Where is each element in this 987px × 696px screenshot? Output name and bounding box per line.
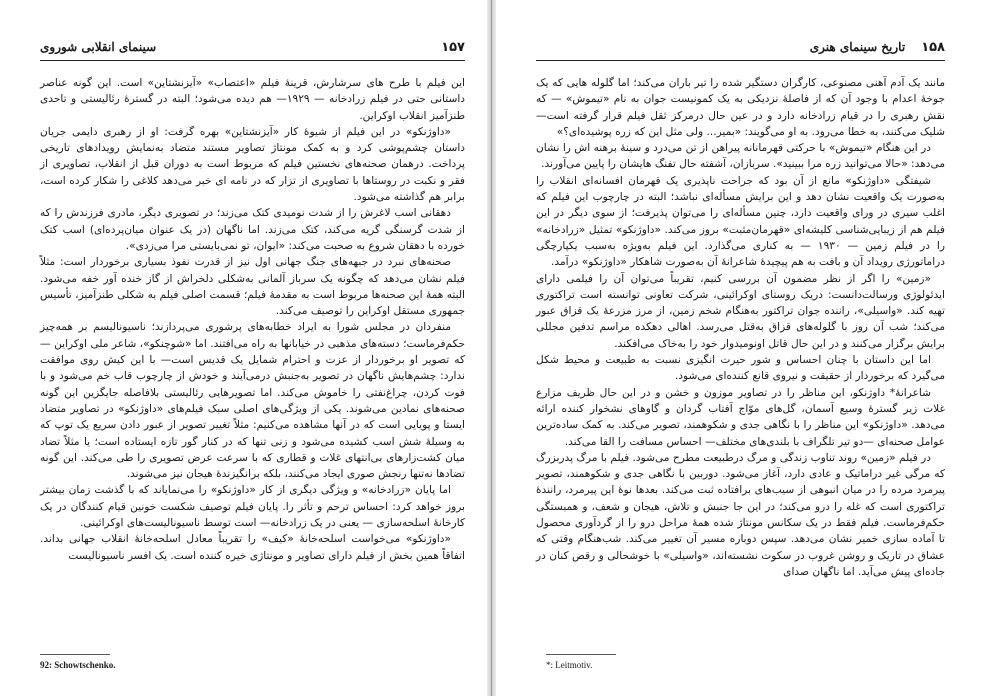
left-running-head bbox=[40, 40, 465, 61]
left-running-title: سینمای انقلابی شوروی bbox=[40, 40, 157, 54]
left-paragraph: دهقانی اسب لاغرش را از شدت نومیدی کتک می‌زند؛ در تصویری دیگر، مادری فرزندش را که از شدت گرسنگی گریه می‌کند، کتک می‌زند. اما ناگهان (در یک عنوان میان‌پرده‌ای) اسب کتک خورده با دهقان شروع به صحبت می‌کند: «ایوان، تو نمی‌بایستی مرا می‌زدی». bbox=[40, 207, 465, 252]
left-body-text bbox=[40, 75, 465, 564]
right-running-head bbox=[536, 40, 945, 61]
gutter-divider bbox=[491, 0, 492, 696]
right-paragraph: «زمین» را اگر از نظر مضمون آن بررسی کنیم، تقریباً می‌توان آن را فیلمی دارای ایدئولوژی ورسالت‌دانست: دریک روستای اوکرائینی، شرکت تعاونی توانسته است تراکتوری تهیه کند. «واسیلی»، راننده جوان تراکتور به‌هنگام شخم زمین، از مرز مزرعهٔ یک قزاق عبور می‌کند؛ شب آن روز با گلوله‌های قزاق به‌قتل می‌رسد. اهالی دهکده مراسم تدفین مجللی برایش برگزار می‌کنند و در این حال قاتل اونومیدوار خود را به‌خاک می‌افکند. bbox=[536, 272, 945, 350]
right-paragraph: شیفتگی «داوژنکو» مانع از آن بود که جراحت ناپذیری یک قهرمان افسانه‌ای انقلاب را به‌صورت یک واقعیت نشان دهد و این برایش مسأله‌ای نباشد؛ البته در چارچوب این فیلم که اغلب سیری در ورای واقعیت دارد، چنین مسأله‌ای را می‌توان پذیرفت؛ از سوی دیگر در این فیلم هم از زیبایی‌شناسی کلیشه‌ای «قهرمان‌مثبت» بروز می‌کند. «داوژنکو» تمثیل «زرادخانه» را در فیلم زمین — ۱۹۳۰ — به کناری می‌گذارد. این فیلم به‌ویژه به‌سبب یکپارچگی دراماتورژی رویداد آن و بافت به هم پیچیدهٔ شاعرانهٔ آن به‌صورت شاهکار «داوژنکو» درآمد. bbox=[536, 174, 945, 269]
right-paragraph: شاعرانهٔ* داوژنکو، این مناظر را در تصاویر موزون و خشن و در این حال ظریف مزارع غلات زیر گسترهٔ وسیع آسمان، گل‌های موّاج آفتاب گردان و گاوهای نشخوار کننده ارائه می‌دهد. «داوژنکو» این مناظر را با نگاهی جدی و شکوهمند، تصویر می‌کند. به کمک ساده‌ترین عوامل صحنه‌ای —دو تیر تلگراف با بلندی‌های مختلف— احساس مسافت را القا می‌کند. bbox=[536, 386, 945, 448]
left-paragraph: منفردان در مجلس شورا به ایراد خطابه‌های پرشوری می‌پردازند؛ ناسیونالیسم بر همه‌چیز حکم‌فرماست؛ دسته‌های مذهبی در خیابانها به راه می‌افتند. اما «شوچنکو»، شاعر ملی اوکراین — که تصویر او برخوردار از عزت و احترام شمایل یک قدیس است— با این کیش روی موافقت ندارد: چشم‌هایش ناگهان در تصویر به‌جنبش درمی‌آیند و خودش از چارچوب قاب خم می‌شود و با فوت کردن، چراغ‌نفتی را خاموش می‌کند. اما تصویرهایی رئالیستی بلافاصله جایگزین این گونه صحنه‌های نمادین می‌شوند. یکی از ویژگی‌های اصلی سبک فیلم‌های «داوژنکو» در تصاویر متضاد ایستا و پویایی است که در آنها مشاهده می‌کنیم: مثلاً تغییر تصویر از عبور دادن سریع یک توپ که به وسیلهٔ شش اسب کشیده می‌شود و زنی تنها که در کنار گور تازه ایستاده است؛ یا مثلاً تضاد میان کشت‌زارهای بی‌انتهای غلات و قطاری که با سرعت عرض تصویری را طی می‌کند. این گونه تضادها نه‌تنها رنجش صوری ایجاد می‌کنند، بلکه برانگیزندهٔ هیجان نیز می‌شوند. bbox=[40, 321, 465, 481]
right-page-number: ۱۵۸ bbox=[921, 40, 945, 55]
left-footnote: 92: Schowtschenko. bbox=[40, 660, 116, 670]
right-footnote-rule bbox=[546, 654, 616, 655]
left-paragraph: صحنه‌های نبرد در جبهه‌های جنگ جهانی اول نیز از قدرت نفوذ بسیاری برخوردار است: مثلاً فیلم نشان می‌دهد که چگونه یک سرباز آلمانی به‌شکلی دلخراش از گاز خنده آور خفه می‌شود. البته همهٔ این صحنه‌ها مربوط است به مقدمهٔ فیلم؛ قسمت اصلی فیلم به شکلی طنزآمیز، تأسیس جمهوری مستقل اوکراین را توصیف می‌کند. bbox=[40, 256, 465, 318]
right-paragraph: اما این داستان با چنان احساس و شور حیرت انگیزی نسبت به طبیعت و محیط شکل می‌گیرد که برخوردار از حقیقت و نیروی قانع کننده‌ای می‌شود. bbox=[536, 354, 945, 383]
left-paragraph: این فیلم با طرح های سرشارش، قرینهٔ فیلم «اعتصاب» «آیزنشتاین» است. این گونه عناصر داستانی حتی در فیلم زرادخانه — ۱۹۲۹— هم دیده می‌شود؛ البته در گسترهٔ رئالیستی و تاحدی طنزآمیز انقلاب اوکراین. bbox=[40, 77, 465, 122]
right-page bbox=[496, 0, 987, 696]
right-paragraph: در فیلم «زمین» روند تناوب زندگی و مرگ درطبیعت مطرح می‌شود. فیلم با مرگ پدربزرگ که مرگی غیر دراماتیک و عادی دارد، آغاز می‌شود. دوربین با نگاهی جدی و شکوهمند، تصویر پیرمرد مرده را در میان انبوهی از سیب‌های برافتاده ثبت می‌کند. بعدها نوهٔ این پیرمرد، رانندهٔ تراکتوری است که غله را درو می‌کند؛ در این جا جنبش و تلاش، هیجان و شعف، و همبستگی حکم‌فرماست. فیلم فقط در یک سکانس مونتاژ شده همهٔ مراحل درو را از گردآوری محصول تا آماده سازی خمیر نشان می‌دهد. سپس دوباره مسیر آن تغییر می‌کند. شب‌هنگام وقتی که عشاق در تاریک و روشن غروب در سکوت نشسته‌اند، «واسیلی» با خوشحالی و رقص کنان در جاده‌ای پیش می‌آید. اما ناگهان صدای bbox=[536, 451, 945, 578]
right-footnote: *: Leitmotiv. bbox=[546, 660, 593, 670]
left-paragraph: «داوژنکو» می‌خواست اسلحه‌خانهٔ «کیف» را تقریباً معادل اسلحه‌خانهٔ انقلاب جهانی بداند. اتفاقاً همین بخش از فیلم دارای تصاویر و مونتاژی خیره کننده است. یک افسر ناسیونالیست bbox=[40, 533, 465, 562]
left-paragraph: اما پایان «زرادخانه» و ویژگی دیگری از کار «داوژنکو» را می‌نمایاند که با گذشت زمان بیشتر بروز خواهد کرد: احساس ترحم و تأثر را. پایان فیلم توصیف شکست خونین قیام کنندگان در یک کارخانهٔ اسلحه‌سازی — یعنی در یک زرادخانه— است توسط ناسیونالیست‌های اوکرائینی. bbox=[40, 484, 465, 530]
left-page-number: ۱۵۷ bbox=[441, 40, 465, 55]
right-paragraph: در این هنگام «تیموش» با حرکتی قهرمانانه پیراهن از تن می‌درد و سینهٔ برهنه اش را نشان می‌دهد: «حالا می‌توانید زره مرا ببینید». سربازان، آشفته حال تفنگ هایشان را پایین می‌آورند. bbox=[536, 142, 945, 171]
left-footnote-rule bbox=[40, 654, 110, 655]
right-running-title: تاریخ سینمای هنری bbox=[809, 40, 906, 54]
left-page bbox=[0, 0, 487, 696]
left-paragraph: «داوژنکو» در این فیلم از شیوهٔ کار «آیزنشتاین» بهره گرفت: او از رهبری دایمی جریان داستان چشم‌پوشی کرد و به کمک مونتاژ تصاویر مستند متضاد به‌نمایش رویدادهای تاریخی پرداخت. درهمان صحنه‌های نخستین فیلم که مربوط است به دوران قبل از انقلاب، تصاویری از فقر و نکبت در روستاها با تصاویری از تزار که در نامه ای خبر می‌دهد کلاغی را شکار کرده است، برابر هم گذاشته می‌شود. bbox=[40, 125, 465, 204]
right-paragraph: مانند یک آدم آهنی مصنوعی، کارگران دستگیر شده را تیر باران می‌کند؛ اما گلوله هایی که یک جوخهٔ اعدام با وجود آن که از فاصلهٔ نزدیکی به یک کمونیست جوان به نام «تیموش» — که نقش رهبری را در قیام زرادخانه دارد و در عین حال درمرکز ثقل فیلم قرار گرفته است— شلیک می‌کنند، به خطا می‌رود. به او می‌گویند: «بمیر... ولی مثل این که زره پوشیده‌ای؟» bbox=[536, 77, 945, 138]
right-body-text bbox=[536, 75, 945, 580]
